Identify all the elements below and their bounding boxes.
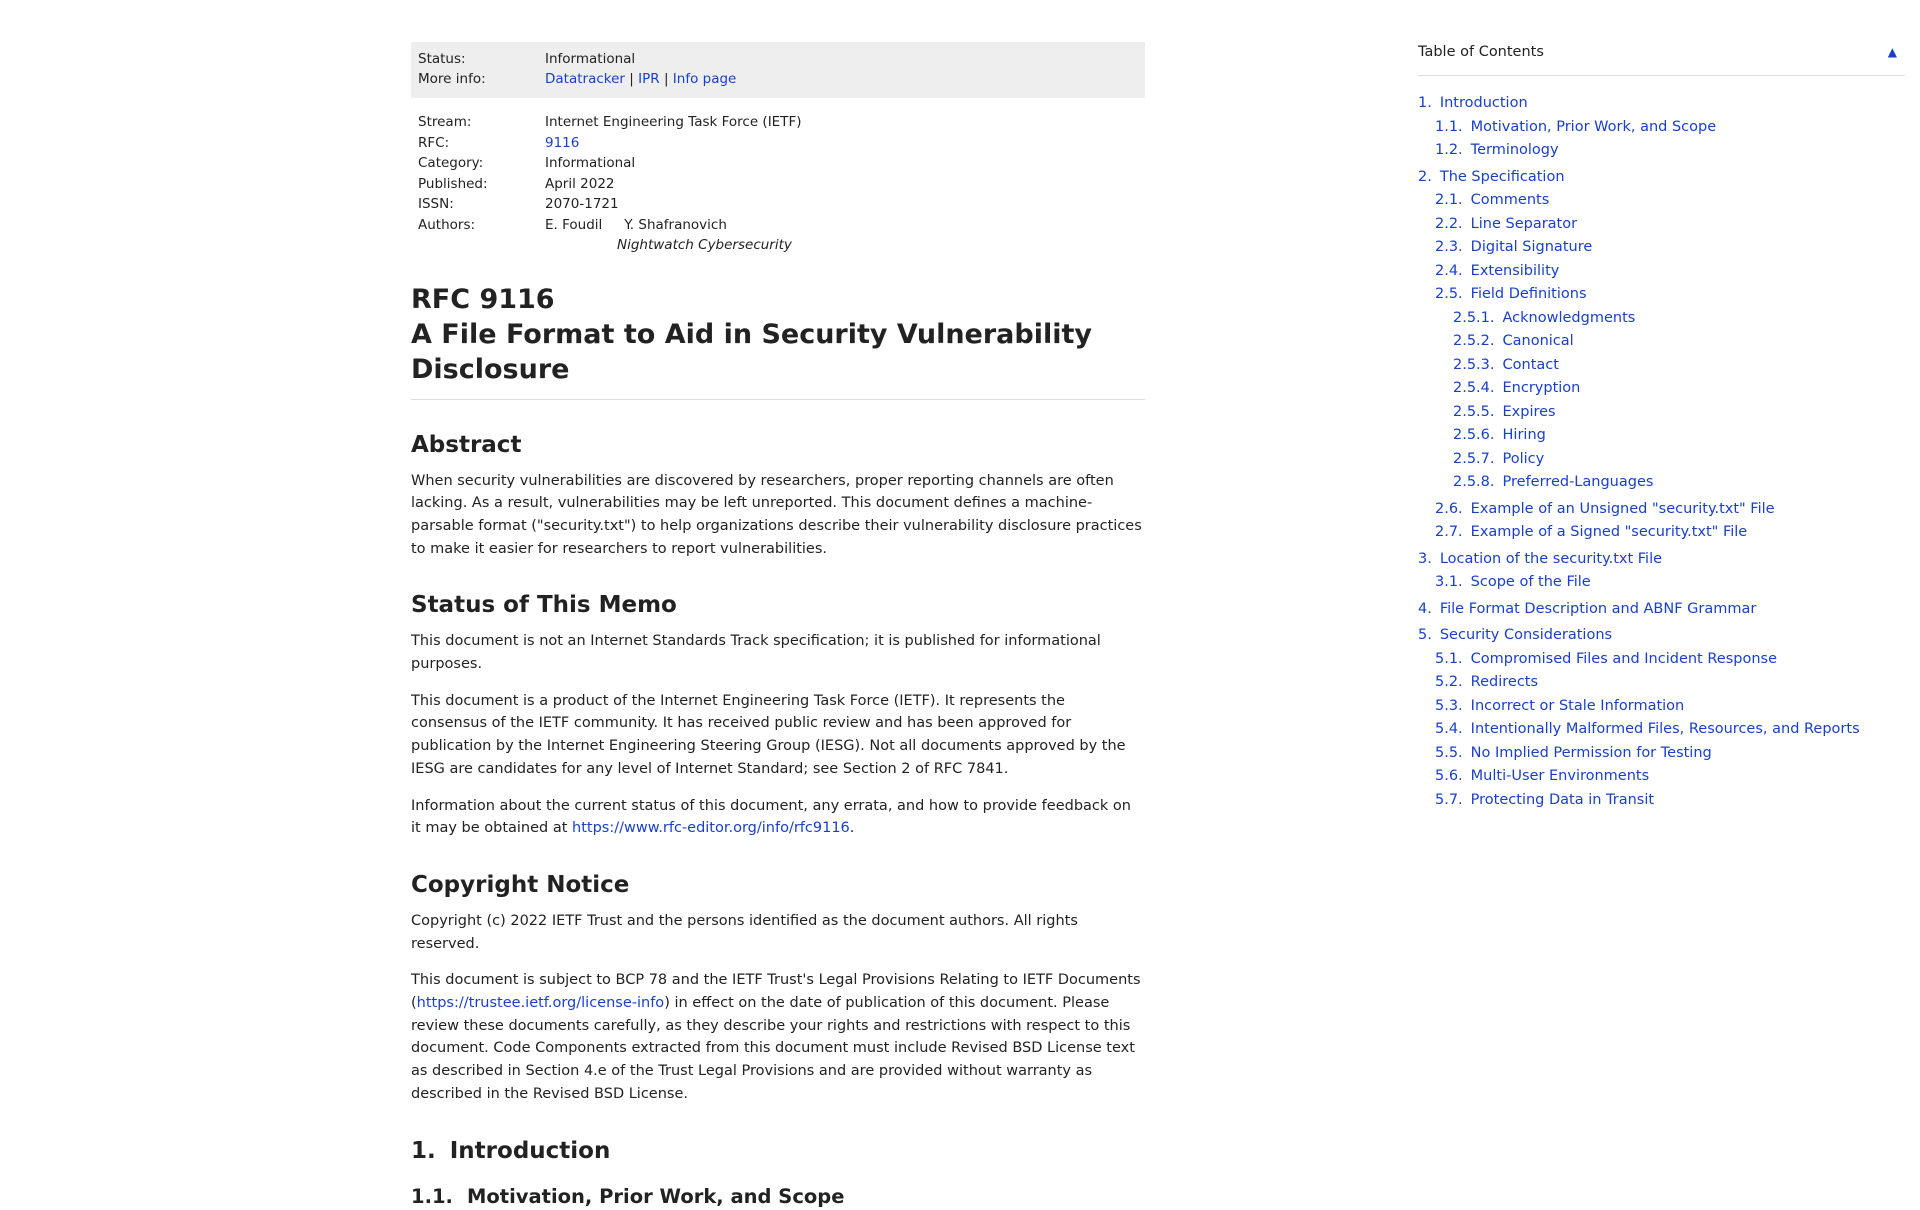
section-number: 1.1.: [411, 1184, 453, 1208]
motivation-heading: [411, 1184, 1145, 1210]
toc-item-number: 2.1.: [1435, 192, 1463, 208]
toc-item-label: Protecting Data in Transit: [1470, 791, 1655, 808]
toc-item[interactable]: [1418, 330, 1905, 354]
toc-title: Table of Contents: [1418, 44, 1544, 60]
toc-item-number: 2.5.5.: [1453, 403, 1495, 420]
moreinfo-label: More info:: [418, 71, 486, 87]
toc-item[interactable]: [1418, 598, 1905, 622]
paragraph-text: This document is subject to BCP 78 and the IETF Trust's Legal Provisions Relating to IETF Documents (: [411, 972, 1141, 1012]
toc-item[interactable]: [1418, 448, 1905, 472]
toc-item-label: Preferred-Languages: [1502, 474, 1654, 490]
separator: |: [663, 71, 669, 87]
toc-item-label: Security Considerations: [1439, 627, 1613, 643]
datatracker-link[interactable]: Datatracker: [545, 71, 625, 87]
toc-item-number: 2.5.6.: [1453, 427, 1495, 443]
document-meta-box: [411, 42, 1145, 98]
copyright-heading: Copyright Notice: [411, 871, 630, 898]
author-name: E. Foudil: [545, 216, 603, 233]
issn-label: ISSN:: [418, 196, 454, 212]
info-page-link[interactable]: Info page: [672, 71, 737, 87]
introduction-heading: [411, 1136, 1145, 1166]
toc-item[interactable]: [1418, 401, 1905, 425]
toc-item[interactable]: [1418, 571, 1905, 595]
toc-item[interactable]: [1418, 742, 1905, 766]
toc-item-label: Encryption: [1502, 380, 1581, 396]
copyright-paragraph: Copyright (c) 2022 IETF Trust and the persons identified as the document authors. All rights reserved.: [411, 912, 1078, 952]
toc-item-number: 2.5.4.: [1453, 380, 1495, 396]
toc-item[interactable]: [1418, 213, 1905, 237]
toc-item-label: The Specification: [1439, 168, 1565, 185]
toc-item-number: 2.4.: [1435, 262, 1463, 279]
toc-item-number: 1.1.: [1435, 118, 1463, 135]
toc-item-label: Location of the security.txt File: [1439, 550, 1663, 567]
status-memo-paragraph: This document is a product of the Internet Engineering Task Force (IETF). It represents the consensus of the IETF community. It has received public review and has been approved for publication by the Internet Engineering Steering Group (IESG). Not all documents approved by the IESG are candidates for any level of Internet Standard; see Section 2 of RFC 7841.: [411, 692, 1126, 777]
toc-item-label: Field Definitions: [1470, 286, 1587, 302]
copyright-paragraph: [411, 969, 1145, 1105]
section-title: Introduction: [449, 1137, 611, 1164]
toc-item-number: 2.5.: [1435, 286, 1463, 302]
toc-item[interactable]: [1418, 521, 1905, 545]
toc-item-label: Extensibility: [1470, 262, 1560, 279]
toc-item[interactable]: [1418, 236, 1905, 260]
toc-item[interactable]: [1418, 139, 1905, 163]
toc-item-label: Line Separator: [1470, 215, 1578, 232]
toc-item-label: Incorrect or Stale Information: [1470, 697, 1685, 714]
status-memo-paragraph: [411, 795, 1145, 840]
toc-item[interactable]: [1418, 471, 1905, 495]
toc-item-number: 3.1.: [1435, 574, 1463, 590]
rfc-editor-link[interactable]: https://www.rfc-editor.org/info/rfc9116: [572, 820, 850, 837]
toc-item[interactable]: [1418, 354, 1905, 378]
toc-item-number: 2.5.8.: [1453, 474, 1495, 490]
section-title: Motivation, Prior Work, and Scope: [466, 1184, 845, 1208]
toc-item-number: 2.5.1.: [1453, 309, 1495, 326]
toc-item[interactable]: [1418, 648, 1905, 672]
toc-item[interactable]: [1418, 789, 1905, 813]
toc-item-number: 1.: [1418, 95, 1432, 111]
category-value: Informational: [545, 155, 636, 171]
toc-header[interactable]: [1418, 42, 1905, 76]
toc-item-number: 5.6.: [1435, 768, 1463, 784]
issn-value: 2070-1721: [545, 196, 619, 212]
collapse-arrow-icon[interactable]: ▲: [1887, 45, 1897, 59]
abstract-paragraph: When security vulnerabilities are discovered by researchers, proper reporting channels are often lacking. As a result, vulnerabilities may be left unreported. This document defines a machine-parsable format ("security.txt") to help organizations describe their vulnerability disclosure practices to make it easier for researchers to report vulnerabilities.: [411, 472, 1142, 557]
toc-item-label: Canonical: [1502, 333, 1574, 349]
toc-item-number: 4.: [1418, 600, 1432, 617]
rfc-title: RFC 9116: [411, 283, 555, 315]
toc-item[interactable]: [1418, 624, 1905, 648]
toc-item[interactable]: [1418, 92, 1905, 116]
toc-item-number: 2.: [1418, 168, 1432, 185]
status-memo-heading: Status of This Memo: [411, 592, 677, 619]
toc-item-number: 2.7.: [1435, 524, 1463, 540]
toc-list: [1418, 92, 1905, 812]
rfc-number-link[interactable]: 9116: [545, 134, 580, 151]
published-label: Published:: [418, 175, 488, 192]
paragraph-text: ) in effect on the date of publication of this document. Please review these documents carefully, as they describe your rights and restrictions with respect to this document. Code Components extracted from this document must include Revised BSD License text as described in Section 4.e of the Trust Legal Provisions and are provided without warranty as described in the Revised BSD License.: [411, 995, 1135, 1102]
toc-item-label: Acknowledgments: [1502, 309, 1636, 326]
rfc-label: RFC:: [418, 134, 450, 151]
toc-item-label: Intentionally Malformed Files, Resources, and Reports: [1470, 721, 1860, 737]
separator: |: [629, 71, 634, 87]
toc-item-number: 2.5.2.: [1453, 333, 1495, 349]
toc-item-number: 5.3.: [1435, 697, 1463, 714]
toc-item-label: Introduction: [1439, 95, 1528, 111]
toc-item[interactable]: [1418, 189, 1905, 213]
author-organization: Nightwatch Cybersecurity: [617, 237, 792, 253]
toc-item-number: 2.5.7.: [1453, 450, 1495, 467]
category-label: Category:: [418, 155, 484, 171]
stream-label: Stream:: [418, 114, 472, 130]
toc-item-label: Multi-User Environments: [1470, 768, 1650, 784]
document-identifiers: [411, 98, 1145, 256]
toc-item-label: Comments: [1470, 192, 1550, 208]
toc-item[interactable]: [1418, 424, 1905, 448]
toc-item-label: Example of an Unsigned "security.txt" File: [1470, 500, 1775, 517]
ipr-link[interactable]: IPR: [638, 71, 660, 87]
toc-item-label: File Format Description and ABNF Grammar: [1439, 600, 1757, 617]
toc-item[interactable]: [1418, 377, 1905, 401]
author-name: Y. Shafranovich: [624, 216, 727, 233]
toc-item-label: Hiring: [1502, 427, 1546, 443]
toc-item[interactable]: [1418, 498, 1905, 522]
section-number: 1.: [411, 1137, 436, 1164]
toc-item-number: 5.5.: [1435, 744, 1463, 761]
toc-item[interactable]: [1418, 695, 1905, 719]
abstract-heading: Abstract: [411, 431, 522, 458]
toc-item-label: Scope of the File: [1470, 574, 1591, 590]
trustee-license-link[interactable]: https://trustee.ietf.org/license-info: [416, 995, 665, 1012]
toc-item-number: 2.3.: [1435, 239, 1463, 255]
toc-item[interactable]: [1418, 166, 1905, 190]
toc-item-label: Expires: [1502, 403, 1556, 420]
toc-item-label: Redirects: [1470, 674, 1539, 690]
toc-item-number: 5.4.: [1435, 721, 1463, 737]
authors-label: Authors:: [418, 216, 476, 233]
toc-item-number: 5.: [1418, 627, 1432, 643]
toc-item-label: Contact: [1502, 356, 1559, 373]
paragraph-text: .: [849, 820, 855, 837]
document-main: [411, 42, 1145, 1210]
toc-item-number: 2.6.: [1435, 500, 1463, 517]
status-label: Status:: [418, 51, 466, 67]
toc-item[interactable]: [1418, 765, 1905, 789]
status-memo-paragraph: This document is not an Internet Standards Track specification; it is published for informational purposes.: [411, 633, 1101, 673]
toc-item-label: Motivation, Prior Work, and Scope: [1470, 118, 1717, 135]
toc-item-number: 2.5.3.: [1453, 356, 1495, 373]
table-of-contents: [1418, 42, 1905, 812]
toc-item-label: Example of a Signed "security.txt" File: [1470, 524, 1748, 540]
paragraph-text: Information about the current status of this document, any errata, and how to provide feedback on it may be obtained at: [411, 797, 1131, 837]
document-title: [411, 282, 1145, 400]
toc-item[interactable]: [1418, 548, 1905, 572]
toc-item[interactable]: [1418, 307, 1905, 331]
toc-item-number: 5.1.: [1435, 650, 1463, 667]
stream-value: Internet Engineering Task Force (IETF): [545, 114, 802, 130]
toc-item-label: Digital Signature: [1470, 239, 1593, 255]
toc-item-number: 5.7.: [1435, 791, 1463, 808]
toc-item-number: 5.2.: [1435, 674, 1463, 690]
toc-item-label: Compromised Files and Incident Response: [1470, 650, 1777, 667]
toc-item[interactable]: [1418, 116, 1905, 140]
toc-item[interactable]: [1418, 718, 1905, 742]
toc-item-number: 1.2.: [1435, 142, 1463, 158]
document-subtitle: A File Format to Aid in Security Vulnerability Disclosure: [411, 318, 1092, 385]
toc-item[interactable]: [1418, 283, 1905, 307]
status-value: Informational: [545, 51, 636, 67]
toc-item[interactable]: [1418, 260, 1905, 284]
toc-item-number: 2.2.: [1435, 215, 1463, 232]
toc-item-label: No Implied Permission for Testing: [1470, 744, 1712, 761]
toc-item-number: 3.: [1418, 550, 1432, 567]
toc-item-label: Policy: [1502, 450, 1545, 467]
toc-item-label: Terminology: [1470, 142, 1559, 158]
toc-item[interactable]: [1418, 671, 1905, 695]
published-value: April 2022: [545, 175, 615, 192]
